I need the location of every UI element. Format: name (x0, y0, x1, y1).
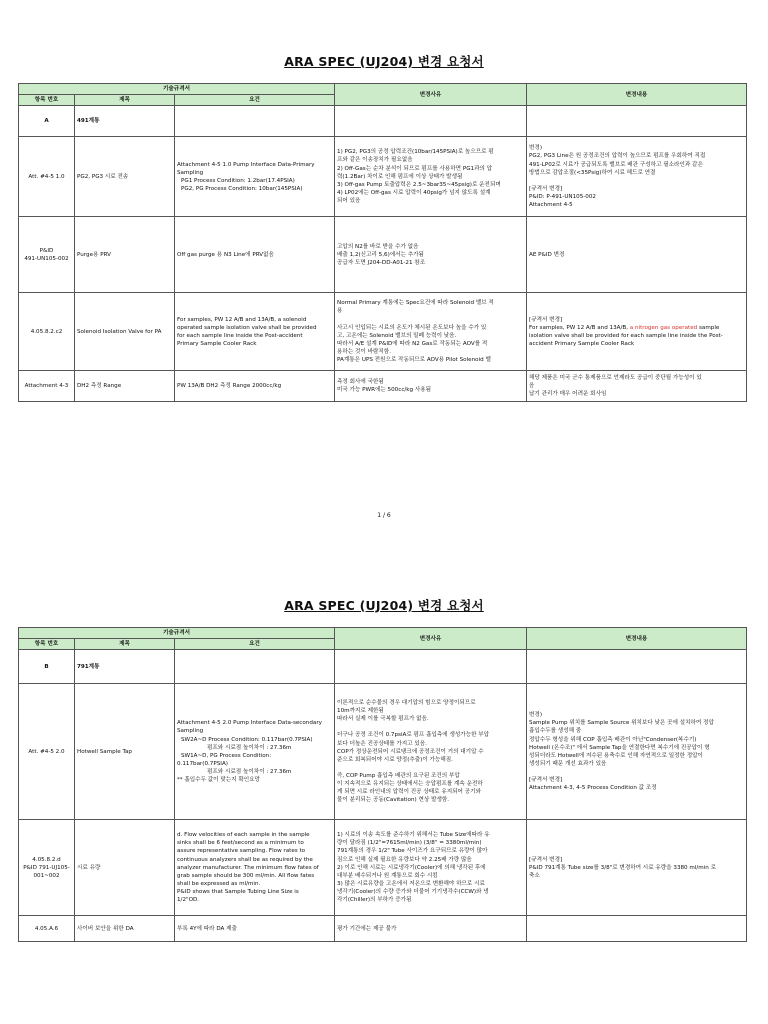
change-content (527, 916, 747, 942)
subject: Solenoid Isolation Valve for PA (75, 293, 175, 371)
spec-change-table (18, 83, 747, 402)
header-change: 변경내용 (527, 84, 747, 106)
table-row (19, 137, 747, 217)
table-row (19, 684, 747, 820)
highlighted-text: a nitrogen gas operated (629, 324, 698, 331)
header-requirement: 요건 (175, 95, 335, 106)
table-row (19, 293, 747, 371)
section-name: 791계통 (75, 650, 175, 684)
change-reason: 고압의 N2를 바로 받을 수가 없음 배출 1,2(신고리 5,6)에서는 추가됨 공급자 도면 J204-DD-A01-21 참조 (335, 217, 527, 293)
requirement: Attachment 4-5 2.0 Pump Interface Data-secondary Sampling SW2A~D Process Condition: 0.117bar(0.7PSIA) 펌프와 시료점 높이차이 : 27.36m SW1A~D, PG Process Condition: 0.117bar(0.7PSIA) 펌프와 시료점 높이차이 : 27.36m ** 흡입수두 값이 맞는지 확인요망 (175, 684, 335, 820)
change-content: AE P&ID 변경 (527, 217, 747, 293)
header-spec-group: 기술규격서 (19, 628, 335, 639)
requirement: Attachment 4-5 1.0 Pump Interface Data-Primary Sampling PG1 Process Condition: 1.2bar(17.4PSIA) PG2, PG Process Condition: 10bar(145PSIA) (175, 137, 335, 217)
document-title: ARA SPEC (UJ204) 변경 요청서 (284, 54, 484, 69)
header-change: 변경내용 (527, 628, 747, 650)
header-reason: 변경사유 (335, 628, 527, 650)
header-requirement: 요건 (175, 639, 335, 650)
page-number: 1 / 6 (377, 512, 391, 519)
change-content: 변경) Sample Pump 위치를 Sample Source 위치보다 낮은 곳에 설치하여 정압 흡입수두를 생성해 줌 정압수두 형성을 위해 COP 흡입측 배관이 아닌"Condenser(복수기) Hotwell (온수조)" 에서 Sample Tap을 연결한다면 복수기에 진공압이 형 성되더라도 Hotwell에 저수된 용축수로 인해 자연적으로 일정한 정압이 생성되기 때문 개선 효과가 있음 [규격서 변경] Attachment 4-3, 4-5 Process Condition 값 조정 (527, 684, 747, 820)
change-reason: 1) 시료의 이송 속도를 준수하기 위해서는 Tube Size에따라 유 량이 달라짐 (1/2"=7615ml/min) (3/8" = 3380ml/min) 791계통의 경우 1/2" Tube 사이즈가 요구되므로 유량이 많아 짐으로 인해 실제 필요한 유량보다 약 2.25배 가량 많음 2) 이로 인해 시료는 시료냉각기(Cooler)에 의해 냉각된 후에 대부분 배수되거나 원 계통으로 회수 시킴 3) 많은 시료유량을 고온에서 저온으로 변환해야 하므로 시료 냉각기(Cooler)의 수량 증가와 더불어 기기냉각수(CCW)와 냉 각기(Chiller)의 부하가 증가됨 (335, 820, 527, 916)
item-no: Att. #4-5 1.0 (19, 137, 75, 217)
subject: Purge용 PRV (75, 217, 175, 293)
change-reason: 이론적으로 순수물의 경우 대기압의 힘으로 양정이되므로 10m까지로 제한됨 따라서 실제 이를 극복할 펌프가 없음. 더구나 공정 조건이 0.7psiA로 펌프 흡입측에 생성가능한 부압 보다 더높은 진공상태를 가지고 있음. COP가 정상운전되어 시료탱크에 공정조건이 거의 대기압 수 준으로 회복되어야 시료 양정(추출)이 가능해짐. 즉, COP Pump 흡입측 배관의 요구된 조건의 부압 이 지속적으로 유지되는 상태에서는 승압펌프를 계속 운전하 게 되면 시료 라인내의 압력이 진공 상태로 유지되어 공기와 물이 분리되는 공동(Cavitation) 현상 발생함. (335, 684, 527, 820)
change-reason: Normal Primary 계통에는 Spec요건에 따라 Solenoid 밸브 적 용 사고시 인입되는 시료의 온도가 체시된 온도보다 높을 수가 있 고, 고온에는 Solenoid 밸브의 밀폐 능력이 낮음. 따라서 A/E 설계 P&ID에 따라 N2 Gas로 작동되는 AOV를 적 용하는 것이 바람직함. PA계통은 UPS 전원으로 작동되므로 AOV용 Pilot Solenoid 밸 (335, 293, 527, 371)
subject: 시료 유량 (75, 820, 175, 916)
section-code: B (19, 650, 75, 684)
change-reason: 1) PG2, PG3의 공정 압력조건(10bar/145PSIA)로 높으므로 펌 프와 같은 이송장치가 필요없음 2) Off-Gas는 순차 분석이 되므로 펌프를 사용하면 PG1과의 압 력(1.2Bar) 차이로 인해 펌프에 이상 상태가 발생됨 3) Off-gas Pump 토출압력은 2.5~3bar35~45psig)로 운전되며 4) LP02에는 Off-gas 시료 압력이 40psig가 넘지 않도록 설계 되어 있음 (335, 137, 527, 217)
header-item-no: 항목 번호 (19, 639, 75, 650)
change-content: [규격서 변경] For samples, PW 12 A/B and 13A/B, a nitrogen gas operated sample isolation valve shall be provided for each sample line inside the Post- accident Primary Sample Cooler Rack (527, 293, 747, 371)
section-code: A (19, 106, 75, 137)
item-no: 4.05.A.6 (19, 916, 75, 942)
change-reason: 평가 기간에는 제공 불가 (335, 916, 527, 942)
item-no: Att. #4-5 2.0 (19, 684, 75, 820)
change-content: 해당 제품은 미국 군수 통제품으로 언제라도 공급이 중단될 가능성이 있 음 납기 관리가 매우 어려운 회사임 (527, 371, 747, 402)
requirement: PW 13A/B DH2 측정 Range 2000cc/kg (175, 371, 335, 402)
table-row (19, 371, 747, 402)
change-content: 변경) PG2, PG3 Line은 원 공정조건의 압력이 높으므로 펌프를 우회하여 직접 491-LP02로 시료가 공급되도록 밸브로 배관 구성하고 필소라인과 같은 방법으로 감압조절(<35Psig)하여 시료 헤드로 연결 [규격서 변경] P&ID: P-491-UN105-002 Attachment 4-5 (527, 137, 747, 217)
subject: Hotwell Sample Tap (75, 684, 175, 820)
table-row (19, 916, 747, 942)
header-spec-group: 기술규격서 (19, 84, 335, 95)
section-name: 491계통 (75, 106, 175, 137)
subject: PG2, PG3 시료 전송 (75, 137, 175, 217)
header-subject: 제목 (75, 95, 175, 106)
header-item-no: 항목 번호 (19, 95, 75, 106)
item-no: P&ID 491-UN105-002 (19, 217, 75, 293)
spec-change-table (18, 627, 747, 942)
header-subject: 제목 (75, 639, 175, 650)
change-reason: 측정 회사에 국한됨 미국 가능 PWR에는 500cc/kg 사용됨 (335, 371, 527, 402)
header-reason: 변경사유 (335, 84, 527, 106)
table-row (19, 820, 747, 916)
requirement: 부록 4Y에 따라 DA 제출 (175, 916, 335, 942)
item-no: Attachment 4-3 (19, 371, 75, 402)
requirement: Off gas purge 용 N3 Line에 PRV없음 (175, 217, 335, 293)
item-no: 4.05.8.2.c2 (19, 293, 75, 371)
table-row (19, 217, 747, 293)
requirement: For samples, PW 12 A/B and 13A/B, a solenoid operated sample isolation valve shall be provided for each sample line inside the Post-accident Primary Sample Cooler Rack (175, 293, 335, 371)
document-title: ARA SPEC (UJ204) 변경 요청서 (284, 598, 484, 613)
page-2 (0, 580, 768, 1024)
change-content: [규격서 변경] P&ID 791계통 Tube size를 3/8"로 변경하여 시료 유량을 3380 ml/min 로 축소 (527, 820, 747, 916)
item-no: 4.05.8.2.d P&ID 791-UJ105- 001~002 (19, 820, 75, 916)
subject: DH2 측정 Range (75, 371, 175, 402)
subject: 사이버 보안을 위한 DA (75, 916, 175, 942)
requirement: d. Flow velocities of each sample in the sample sinks shall be 6 feet/second as a minimum to assure representative sampling. Flow rates to continuous analyzers shall be as required by the analyzer manufacturer. The minimum flow fates of grab sample should be 300 ml/min. All flow fates shall be expressed as ml/min. P&ID shows that Sample Tubing Line Size is 1/2"OD. (175, 820, 335, 916)
